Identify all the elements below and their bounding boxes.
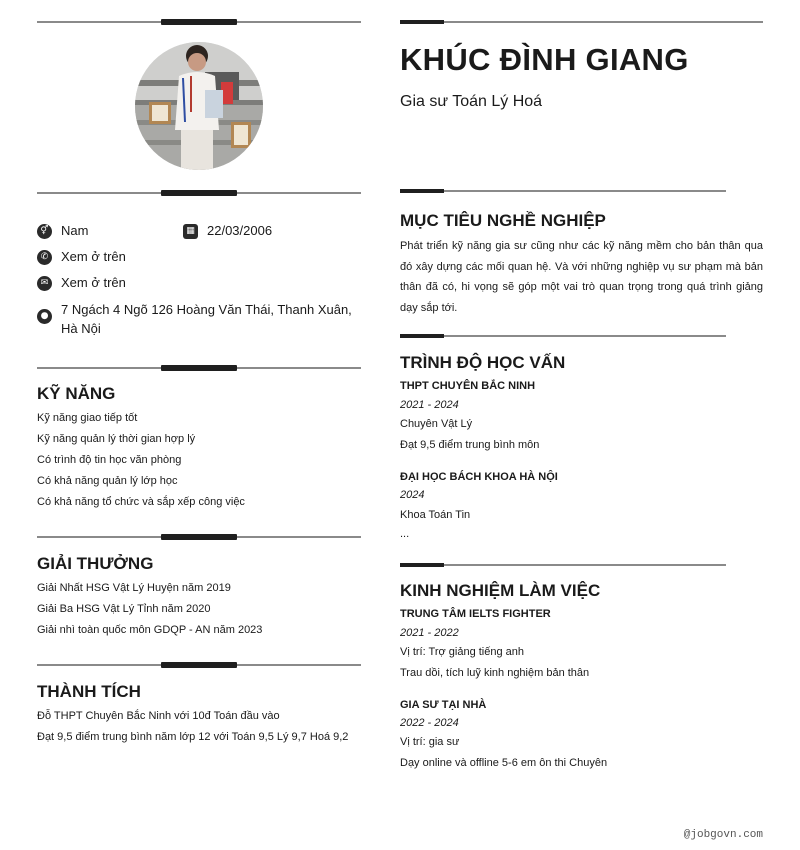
- phone-icon: ✆: [37, 250, 52, 265]
- avatar-photo: [135, 42, 263, 170]
- birthdate-row: [183, 223, 272, 239]
- gender-row: [37, 223, 88, 239]
- achievement-item: Đỗ THPT Chuyên Bắc Ninh với 10đ Toán đầu vào: [37, 710, 280, 722]
- email-row: [37, 275, 126, 291]
- awards-list: [37, 578, 262, 641]
- achievements-list: [37, 706, 348, 748]
- experience-org: GIA SƯ TẠI NHÀ: [400, 699, 487, 711]
- experience-detail: Trau dồi, tích luỹ kinh nghiệm bản thân: [400, 667, 590, 679]
- education-detail: Khoa Toán Tin: [400, 509, 471, 521]
- award-item: Giải Ba HSG Vật Lý Tỉnh năm 2020: [37, 603, 211, 615]
- address-value: 7 Ngách 4 Ngõ 126 Hoàng Văn Thái, Thanh Xuân, Hà Nội: [61, 302, 352, 336]
- phone-row: [37, 249, 126, 265]
- gender-icon: ⚥: [37, 224, 52, 239]
- divider-top-left: [37, 19, 361, 25]
- gender-value: Nam: [61, 223, 89, 238]
- job-title: Gia sư Toán Lý Hoá: [400, 93, 543, 110]
- location-pin-icon: ●: [37, 309, 52, 324]
- email-icon: ✉: [37, 276, 52, 291]
- address-row: [37, 300, 361, 338]
- divider-top-right: [400, 20, 763, 24]
- divider-awards: [37, 534, 361, 540]
- award-item: Giải Nhất HSG Vật Lý Huyện năm 2019: [37, 582, 231, 594]
- achievements-title: THÀNH TÍCH: [37, 682, 141, 701]
- skill-item: Có trình độ tin học văn phòng: [37, 454, 182, 466]
- education-period: 2021 - 2024: [400, 399, 459, 411]
- avatar: [135, 42, 263, 170]
- objective-text: Phát triển kỹ năng gia sư cũng như các kỹ năng mềm cho bản thân qua đó xây dựng các mối quan hệ. Và với những nghiệp vụ sư phạm mà bản thân đã có, hi vọng sẽ góp một vai trò quan trọng trong quá trình giảng dạy sắp tới.: [400, 240, 763, 315]
- email-value: Xem ở trên: [61, 275, 126, 290]
- awards-title: GIẢI THƯỞNG: [37, 554, 154, 573]
- education-detail: Đạt 9,5 điểm trung bình môn: [400, 439, 540, 451]
- education-detail: Chuyên Vật Lý: [400, 418, 473, 430]
- education-school: THPT CHUYÊN BẮC NINH: [400, 380, 536, 392]
- experience-detail: Vị trí: Trợ giảng tiếng anh: [400, 646, 525, 658]
- skill-item: Có khả năng quản lý lớp học: [37, 475, 178, 487]
- experience-period: 2022 - 2024: [400, 717, 459, 729]
- objective-title: MỤC TIÊU NGHỀ NGHIỆP: [400, 211, 606, 230]
- skill-item: Có khả năng tổ chức và sắp xếp công việc: [37, 496, 245, 508]
- divider-info: [37, 190, 361, 196]
- education-detail: ...: [400, 528, 410, 540]
- experience-title: KINH NGHIỆM LÀM VIỆC: [400, 581, 601, 600]
- skills-list: [37, 408, 245, 513]
- education-period: 2024: [400, 489, 425, 501]
- education-title: TRÌNH ĐỘ HỌC VẤN: [400, 353, 566, 372]
- full-name: KHÚC ĐÌNH GIANG: [400, 42, 689, 77]
- experience-org: TRUNG TÂM IELTS FIGHTER: [400, 608, 551, 620]
- footer-watermark: @jobgovn.com: [683, 829, 763, 841]
- achievement-item: Đạt 9,5 điểm trung bình năm lớp 12 với Toán 9,5 Lý 9,7 Hoá 9,2: [37, 731, 349, 743]
- phone-value: Xem ở trên: [61, 249, 126, 264]
- divider-achievements: [37, 662, 361, 668]
- award-item: Giải nhì toàn quốc môn GDQP - AN năm 2023: [37, 624, 263, 636]
- skill-item: Kỹ năng giao tiếp tốt: [37, 412, 138, 424]
- divider-experience: [400, 563, 726, 567]
- birthdate-value: 22/03/2006: [207, 223, 273, 238]
- experience-period: 2021 - 2022: [400, 627, 459, 639]
- divider-objective: [400, 189, 726, 193]
- skills-title: KỸ NĂNG: [37, 384, 116, 403]
- experience-detail: Vị trí: gia sư: [400, 736, 460, 748]
- divider-skills: [37, 365, 361, 371]
- skill-item: Kỹ năng quản lý thời gian hợp lý: [37, 433, 196, 445]
- calendar-icon: ▦: [183, 224, 198, 239]
- experience-detail: Dạy online và offline 5-6 em ôn thi Chuyên: [400, 757, 608, 769]
- education-school: ĐẠI HỌC BÁCH KHOA HÀ NỘI: [400, 471, 558, 483]
- divider-education: [400, 334, 726, 338]
